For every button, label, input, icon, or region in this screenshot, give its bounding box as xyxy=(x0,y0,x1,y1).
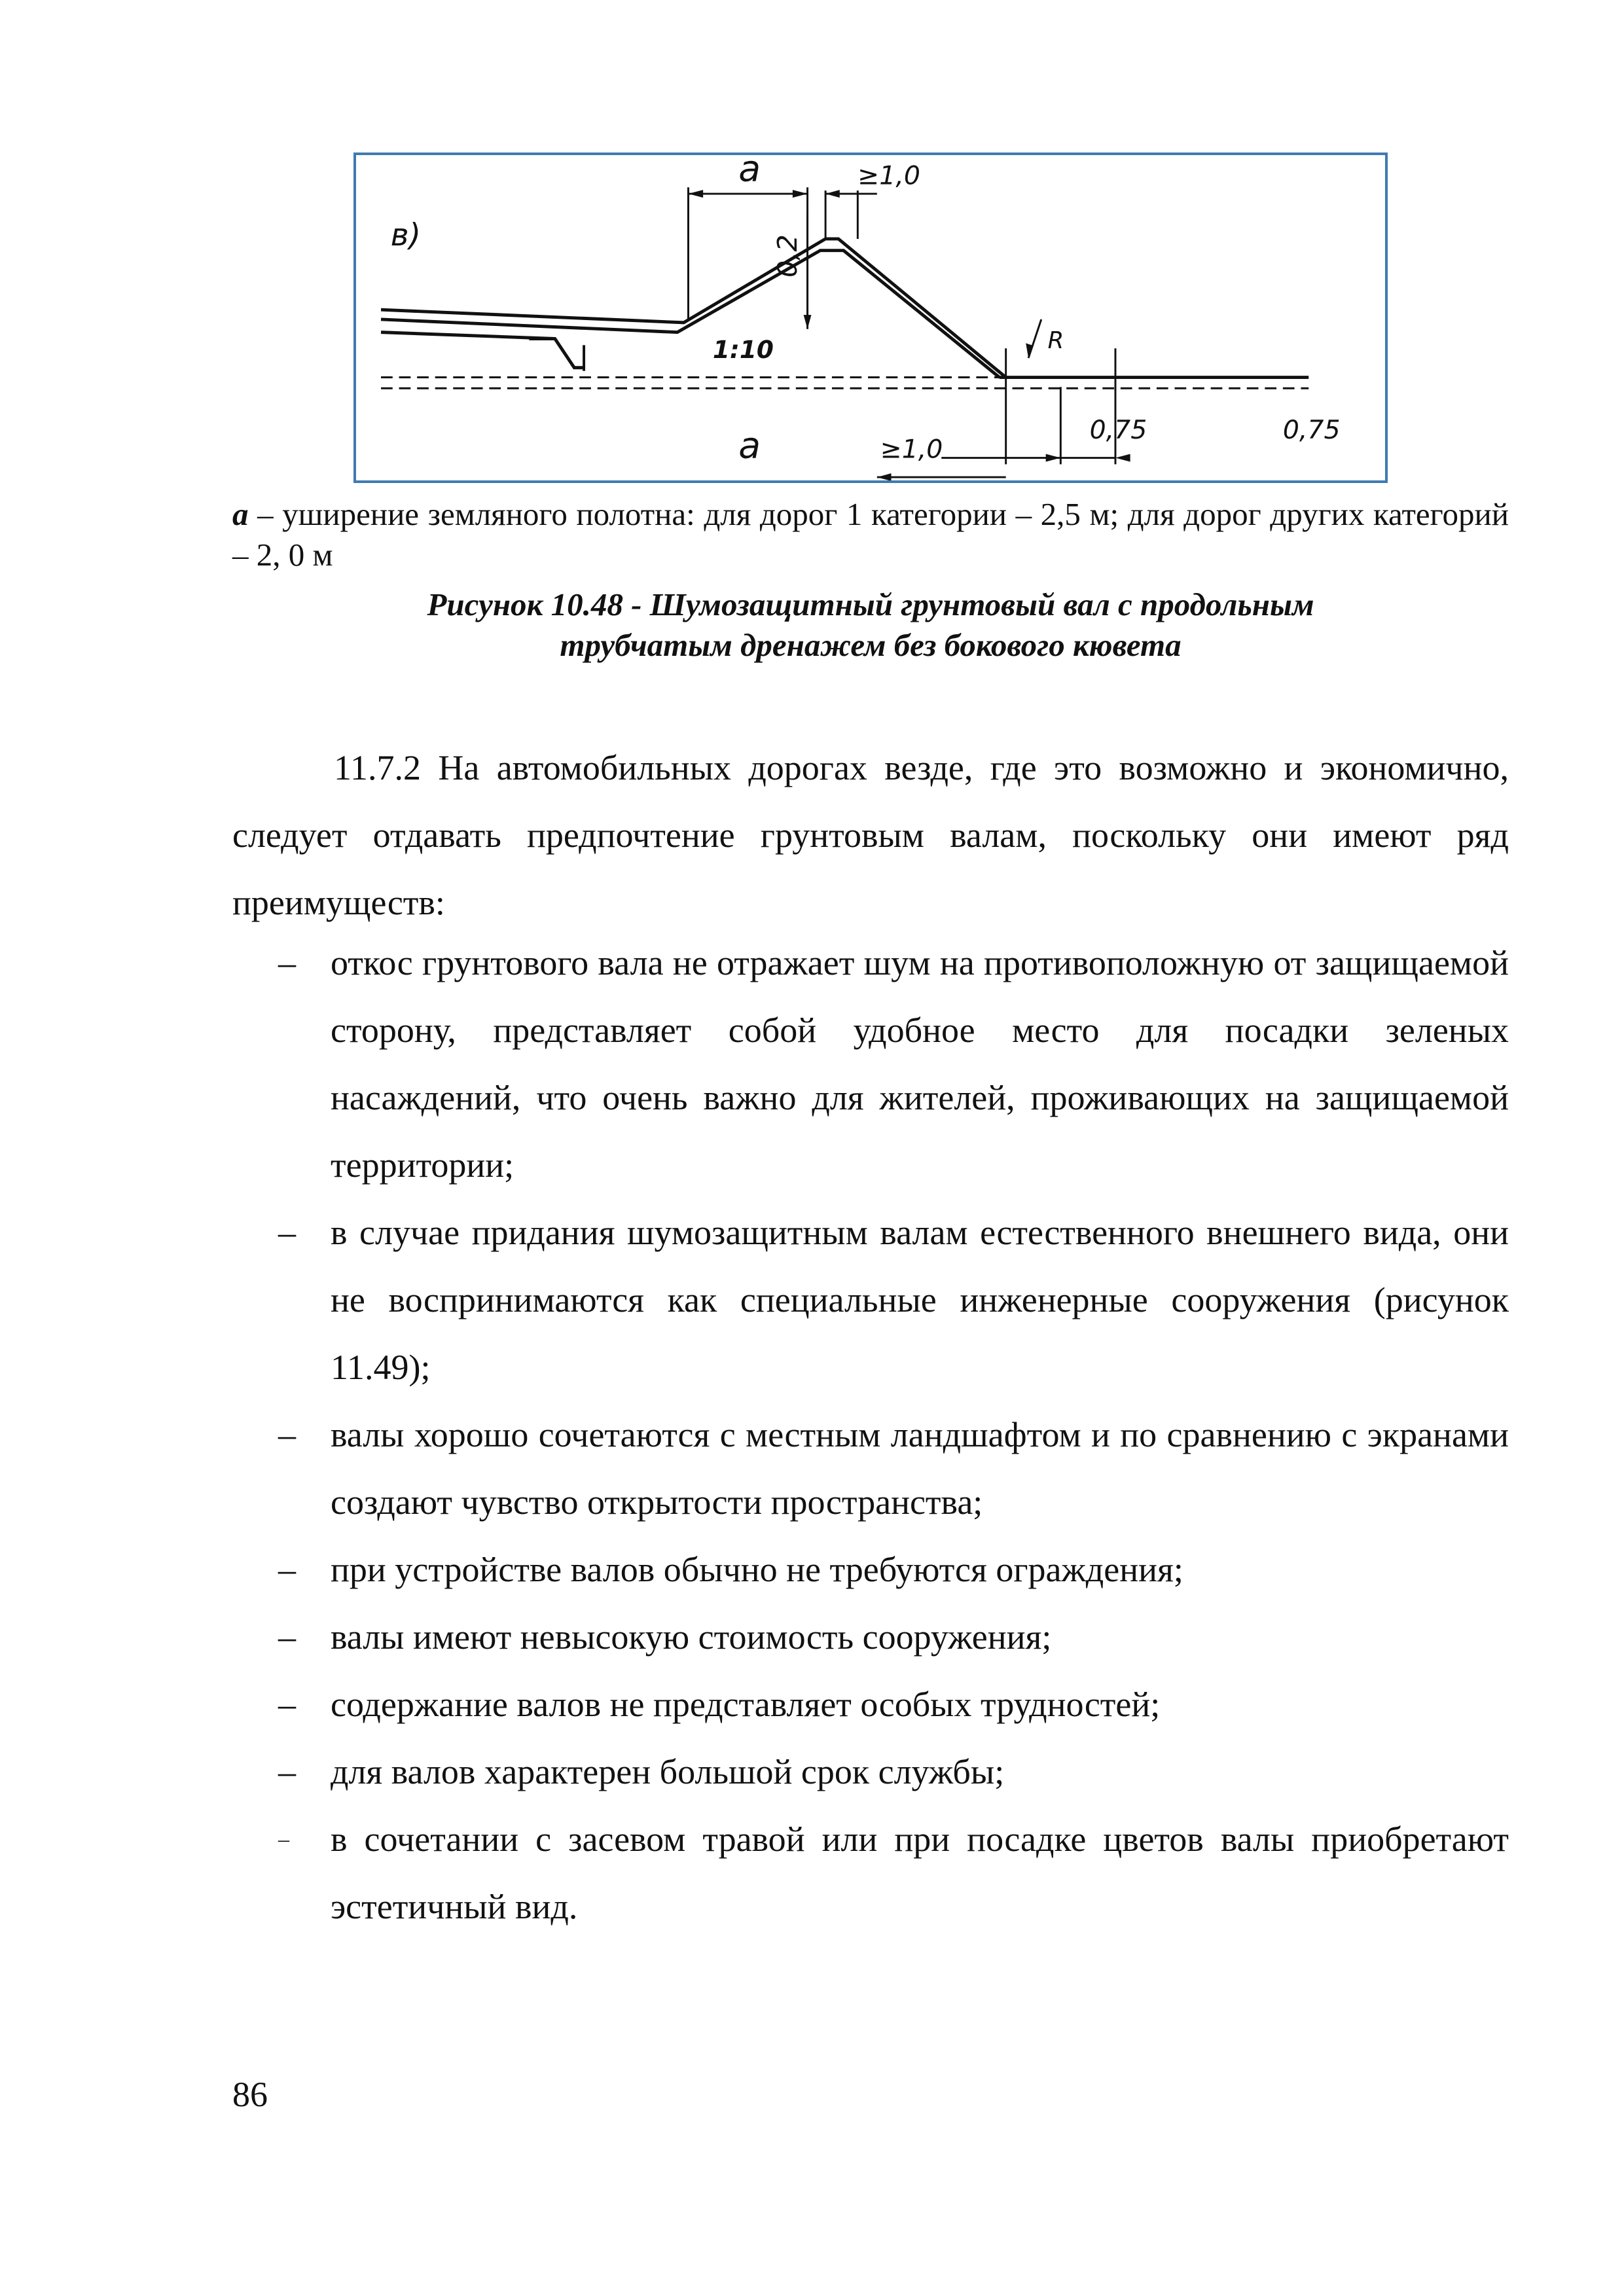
list-item-text: при устройстве валов обычно не требуются ограждения; xyxy=(331,1550,1183,1589)
list-dash: – xyxy=(278,1213,296,1252)
advantages-list xyxy=(232,929,1509,1941)
dim-label-0-75-right: 0,75 xyxy=(1282,415,1341,446)
legend-text: – уширение земляного полотна: для дорог 1 категории – 2,5 м; для дорог других категорий – 2, 0 м xyxy=(232,496,1509,573)
list-item-text: в сочетании с засевом травой или при посадке цветов валы приобретают эстетичный вид. xyxy=(331,1820,1509,1926)
dim-label-a-bottom: a xyxy=(738,424,761,467)
arrow xyxy=(688,190,703,198)
arrow xyxy=(877,473,892,480)
dim-label-0-2: 0,2 xyxy=(771,234,803,278)
list-dash: – xyxy=(278,1415,296,1454)
arrow xyxy=(793,190,808,198)
list-dash: – xyxy=(278,1685,296,1724)
list-item xyxy=(232,1671,1509,1738)
shoulder-line xyxy=(381,332,555,339)
figure-title-line-2: трубчатым дренажем без бокового кювета xyxy=(560,627,1182,663)
figure-title xyxy=(232,584,1509,666)
arrow xyxy=(804,315,812,329)
embankment-diagram xyxy=(356,155,1385,480)
figure-legend xyxy=(232,494,1509,575)
list-dash: – xyxy=(278,1827,289,1852)
radius-label: R xyxy=(1047,327,1064,355)
list-item-text: в случае придания шумозащитным валам естественного внешнего вида, они не воспринимаются как специальные инженерные сооружения (рисунок 11.49); xyxy=(331,1213,1509,1387)
list-item xyxy=(232,1199,1509,1401)
dim-label-ge-top: ≥1,0 xyxy=(857,160,920,191)
list-item xyxy=(232,1806,1509,1941)
list-item-text: валы хорошо сочетаются с местным ландшафтом и по сравнению с экранами создают чувство открытости пространства; xyxy=(331,1415,1509,1522)
list-item xyxy=(232,929,1509,1199)
list-item-text: откос грунтового вала не отражает шум на противоположную от защищаемой сторону, представляет собой удобное место для посадки зеленых насаждений, что очень важно для жителей, проживающих на защищаемой территории; xyxy=(331,943,1509,1185)
dim-label-a-top: a xyxy=(738,155,761,190)
figure-part-label: в) xyxy=(390,217,422,253)
list-item-text: содержание валов не представляет особых трудностей; xyxy=(331,1685,1161,1724)
figure-title-line-1: Рисунок 10.48 - Шумозащитный грунтовый вал с продольным xyxy=(427,586,1314,622)
drain-edge xyxy=(529,338,584,367)
arrow xyxy=(1115,454,1130,462)
list-dash: – xyxy=(278,1617,296,1657)
list-item xyxy=(232,1401,1509,1536)
list-dash: – xyxy=(278,1752,296,1791)
dim-label-ge-bottom: ≥1,0 xyxy=(880,434,943,465)
legend-symbol: а xyxy=(232,496,249,532)
list-dash: – xyxy=(278,943,296,982)
page-number: 86 xyxy=(232,2075,268,2114)
list-item xyxy=(232,1604,1509,1671)
arrow xyxy=(1046,454,1061,462)
arrow xyxy=(825,190,840,198)
list-item xyxy=(232,1738,1509,1806)
list-dash: – xyxy=(278,1550,296,1589)
list-item-text: валы имеют невысокую стоимость сооружения; xyxy=(331,1617,1052,1657)
slope-label: 1:10 xyxy=(712,335,774,365)
paragraph-11-7-2: 11.7.2 На автомобильных дорогах везде, где это возможно и экономично, следует отдавать предпочтение грунтовым валам, поскольку они имеют ряд преимуществ: xyxy=(232,748,1509,922)
list-item-text: для валов характерен большой срок службы; xyxy=(331,1752,1005,1791)
list-item xyxy=(232,1536,1509,1604)
figure-frame xyxy=(353,152,1388,483)
dim-label-0-75-left: 0,75 xyxy=(1089,415,1147,446)
